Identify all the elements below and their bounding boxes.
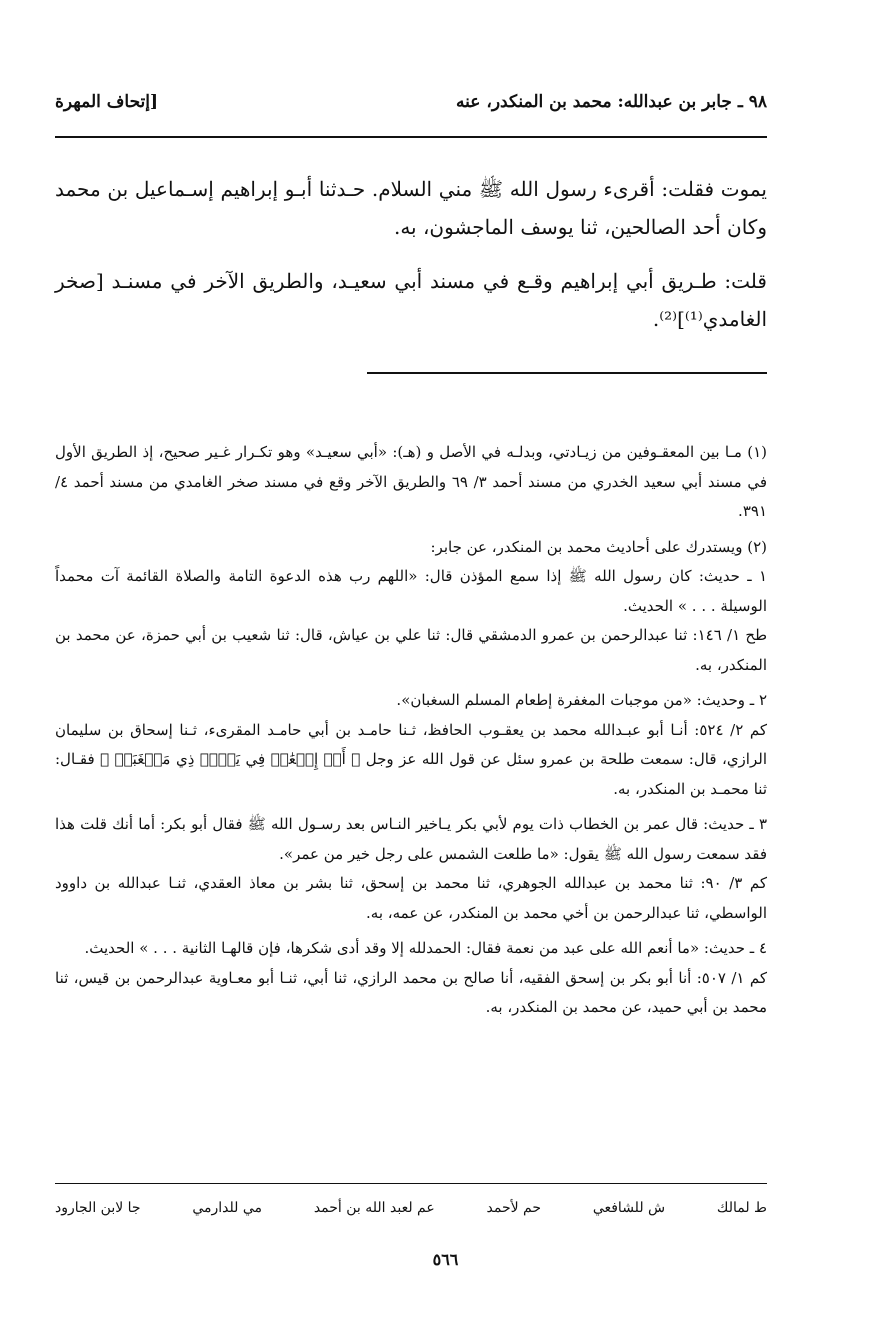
abbreviation-divider — [55, 1183, 767, 1184]
footnotes — [55, 438, 767, 1029]
header-chapter-title: ٩٨ ـ جابر بن عبدالله: محمد بن المنكدر، عنه — [456, 92, 767, 112]
footnote-1: (١) مـا بين المعقـوفين من زيـادتي، وبدلـه في الأصل و (هـ): «أبي سعيـد» وهو تكـرار غـير صحيح، إذ الطريق الأول في مسند أبي سعيد الخدري من مسند أحمد ٣/ ٦٩ والطريق الآخر وقع في مسند صخر الغامدي من مسند أحمد ٤/ ٣٩١. — [55, 443, 768, 520]
abbreviation-item: حم لأحمد — [486, 1200, 542, 1216]
abbreviation-item: مي للدارمي — [192, 1200, 263, 1216]
hadith-3: ٣ ـ حديث: قال عمر بن الخطاب ذات يوم لأبي بكر يـاخير النـاس بعد رسـول الله ﷺ فقال أبو بكر: أما أنك قلت هذا فقد سمعت رسول الله ﷺ يقول: «ما طلعت الشمس على رجل خير من عمر». — [55, 815, 767, 863]
hadith-1: ١ ـ حديث: كان رسول الله ﷺ إذا سمع المؤذن قال: «اللهم رب هذه الدعوة التامة والصلاة القائمة آت محمداً الوسيلة . . . » الحديث. — [55, 567, 767, 615]
abbreviation-item: عم لعبد الله بن أحمد — [313, 1200, 435, 1216]
abbreviation-item: ط لمالك — [716, 1200, 767, 1216]
header-divider — [55, 136, 767, 138]
header-book-title: [إتحاف المهرة — [55, 92, 159, 112]
page-number: ٥٦٦ — [432, 1250, 459, 1269]
footnote-separator — [367, 372, 767, 374]
main-paragraph-1: يموت فقلت: أقرىء رسول الله ﷺ مني السلام. حـدثنا أبـو إبراهيم إسـماعيل بن محمد وكان أحد الصالحين، ثنا يوسف الماجشون، به. — [55, 177, 767, 239]
abbreviation-item: جا لابن الجارود — [55, 1200, 141, 1216]
hadith-2: ٢ ـ وحديث: «من موجبات المغفرة إطعام المسلم السغبان». — [396, 691, 767, 709]
footnote-2-intro: (٢) ويستدرك على أحاديث محمد بن المنكدر، عن جابر: — [430, 537, 767, 556]
hadith-4: ٤ ـ حديث: «ما أنعم الله على عبد من نعمة فقال: الحمدلله إلا وقد أدى شكرها، فإن قالهـا الثانية . . . » الحديث. — [84, 939, 767, 957]
hadith-1-source: طح ١/ ١٤٦: ثنا عبدالرحمن بن عمرو الدمشقي قال: ثنا علي بن عياش، قال: ثنا شعيب بن أبي حمزة، عن محمد بن المنكدر، به. — [55, 626, 768, 674]
hadith-3-source: كم ٣/ ٩٠: ثنا محمد بن عبدالله الجوهري، ثنا محمد بن إسحق، ثنا بشر بن معاذ العقدي، ثنـا عبدالله بن داوود الواسطي، ثنا عبدالرحمن بن أخي محمد بن المنكدر، عن عمه، به. — [55, 874, 767, 922]
hadith-2-source: كم ٢/ ٥٢٤: أنـا أبو عبـدالله محمد بن يعقـوب الحافظ، ثـنا حامـد بن أبي حامـد المقرىء، ثـنا إسحاق بن سليمان الرازي، قال: سمعت طلحة بن عمرو سئل عن قول الله عز وجل ﴿ أَوۡ إِطۡعَٰمٞ فِي يَوۡمٖ ذِي مَسۡغَبَةٖ ﴾ فقـال: ثنا محمـد بن المنكدر، به. — [55, 720, 767, 798]
abbreviation-key — [55, 1196, 767, 1220]
main-text — [55, 170, 767, 354]
hadith-4-source: كم ١/ ٥٠٧: أنا أبو بكر بن إسحق الفقيه، أنا صالح بن محمد الرازي، ثنا أبي، ثنـا أبو معـاوية عبدالرحمن بن قيس، ثنا محمد بن أبي حميد، عن محمد بن المنكدر، به. — [55, 968, 767, 1016]
running-header — [55, 86, 767, 118]
abbreviation-item: ش للشافعي — [592, 1200, 666, 1216]
main-paragraph-2: قلت: طـريق أبي إبراهيم وقـع في مسند أبي سعيـد، والطريق الآخر في مسنـد [صخر الغامدي⁽¹⁾]⁽²⁾. — [55, 269, 767, 331]
